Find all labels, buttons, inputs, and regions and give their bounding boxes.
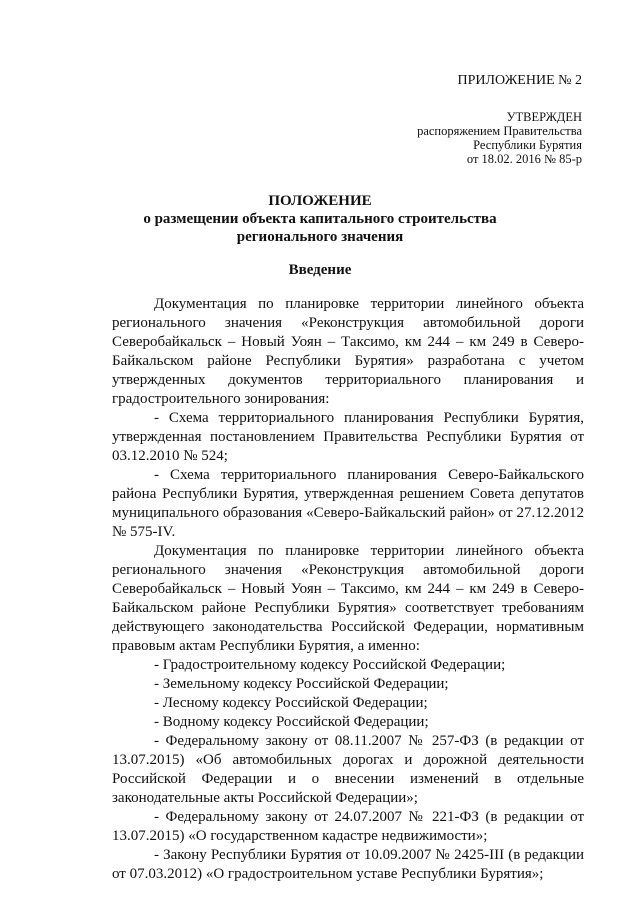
list-item: - Федеральному закону от 08.11.2007 № 257-ФЗ (в редакции от 13.07.2015) «Об автомобильных дорогах и дорожной деятельности Российской Федерации и о внесении изменений в отдельные законодательные акты Российской Федерации»; xyxy=(112,733,584,806)
document-title xyxy=(0,192,640,246)
section-heading: Введение xyxy=(288,262,352,278)
paragraph: Документация по планировке территории линейного объекта регионального значения «Реконструкция автомобильной дороги Северобайкальск – Новый Уоян – Таксимо, км 244 – км 249 в Северо-Байкальском районе Республики Бурятия» разработана с учетом утвержденных документов территориального планирования и градостроительного зонирования: xyxy=(112,296,584,407)
approved-by-line2: Республики Бурятия xyxy=(473,138,582,152)
list-item: - Схема территориального планирования Республики Бурятия, утвержденная постановлением Правительства Республики Бурятия от 03.12.2010 № 524; xyxy=(112,410,584,464)
title-line1: ПОЛОЖЕНИЕ xyxy=(268,193,372,209)
list-item: - Градостроительному кодексу Российской Федерации; xyxy=(154,657,506,673)
approval-block xyxy=(417,110,582,166)
approved-by-line1: распоряжением Правительства xyxy=(417,124,582,138)
list-item: - Закону Республики Бурятия от 10.09.2007 № 2425-III (в редакции от 07.03.2012) «О градостроительном уставе Республики Бурятия»; xyxy=(112,847,584,882)
list-item: - Водному кодексу Российской Федерации; xyxy=(154,714,429,730)
paragraph: Документация по планировке территории линейного объекта регионального значения «Реконструкция автомобильной дороги Северобайкальск – Новый Уоян – Таксимо, км 244 – км 249 в Северо-Байкальском районе Республики Бурятия» соответствует требованиям действующего законодательства Российской Федерации, нормативным правовым актам Республики Бурятия, а именно: xyxy=(112,543,584,654)
document-body xyxy=(112,295,584,884)
approved-date: от 18.02. 2016 № 85-р xyxy=(466,152,582,166)
approved-label: УТВЕРЖДЕН xyxy=(506,110,582,124)
list-item: - Лесному кодексу Российской Федерации; xyxy=(154,695,428,711)
list-item: - Федеральному закону от 24.07.2007 № 221-ФЗ (в редакции от 13.07.2015) «О государственном кадастре недвижимости»; xyxy=(112,809,584,844)
list-item: - Земельному кодексу Российской Федерации; xyxy=(154,676,449,692)
list-item: - Схема территориального планирования Северо-Байкальского района Республики Бурятия, утвержденная решением Совета депутатов муниципального образования «Северо-Байкальский район» от 27.12.2012 № 575-IV. xyxy=(112,467,584,540)
title-line2: о размещении объекта капитального строительства xyxy=(143,211,497,227)
title-line3: регионального значения xyxy=(236,229,404,245)
appendix-number: ПРИЛОЖЕНИЕ № 2 xyxy=(457,73,582,88)
